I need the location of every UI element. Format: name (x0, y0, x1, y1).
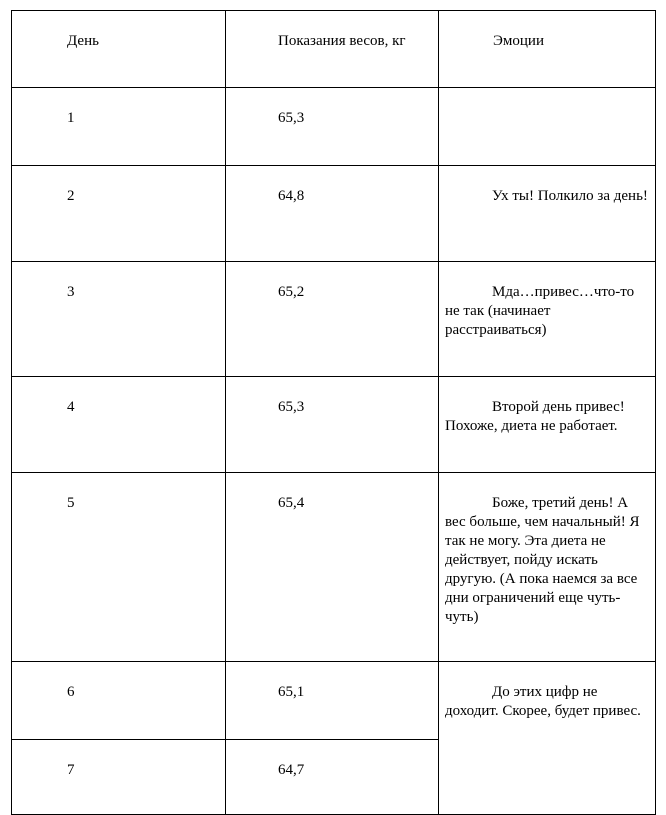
table-row (12, 377, 656, 473)
day-cell: 6 (12, 662, 226, 740)
day-cell: 4 (12, 377, 226, 473)
weight-cell: 65,3 (226, 88, 439, 166)
emotion-cell: Мда…привес…что-то не так (начинает расстраиваться) (439, 262, 656, 377)
table-row (12, 166, 656, 262)
emotion-cell: Ух ты! Полкило за день! (439, 166, 656, 262)
weight-cell: 65,3 (226, 377, 439, 473)
emotion-cell (439, 88, 656, 166)
weight-cell: 64,7 (226, 740, 439, 815)
day-cell: 5 (12, 473, 226, 662)
header-day: День (12, 11, 226, 88)
emotion-cell: До этих цифр не доходит. Скорее, будет привес. (439, 662, 656, 815)
emotion-cell: Второй день привес! Похоже, диета не работает. (439, 377, 656, 473)
header-weight: Показания весов, кг (226, 11, 439, 88)
day-cell: 7 (12, 740, 226, 815)
weight-cell: 65,4 (226, 473, 439, 662)
day-cell: 2 (12, 166, 226, 262)
day-cell: 1 (12, 88, 226, 166)
table-row (12, 473, 656, 662)
weight-cell: 64,8 (226, 166, 439, 262)
table-row (12, 662, 656, 740)
table-row (12, 88, 656, 166)
weight-cell: 65,1 (226, 662, 439, 740)
weight-diary-table (11, 10, 656, 815)
table-header-row (12, 11, 656, 88)
header-emotion: Эмоции (439, 11, 656, 88)
table-row (12, 262, 656, 377)
emotion-cell: Боже, третий день! А вес больше, чем начальный! Я так не могу. Эта диета не действует, пойду искать другую. (А пока наемся за все дни ограничений еще чуть-чуть) (439, 473, 656, 662)
weight-cell: 65,2 (226, 262, 439, 377)
day-cell: 3 (12, 262, 226, 377)
